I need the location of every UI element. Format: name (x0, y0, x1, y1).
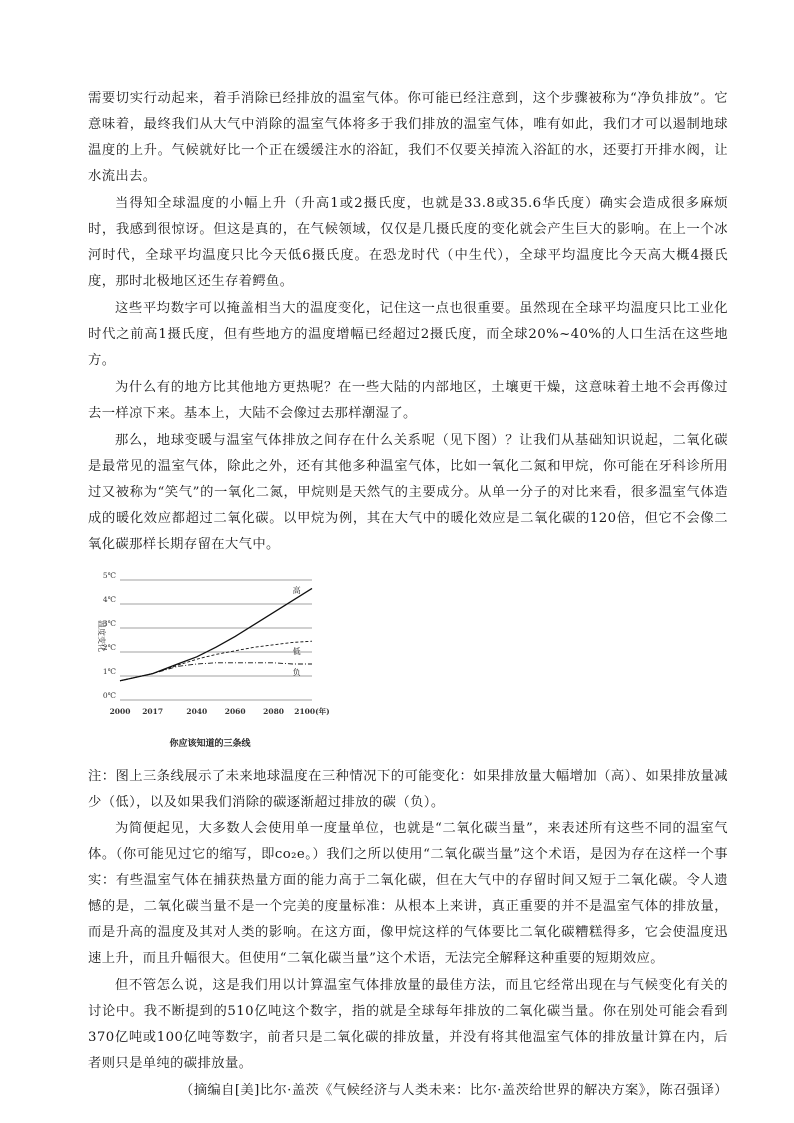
x-tick-label: 2100(年) (294, 707, 330, 716)
chart-svg (90, 570, 350, 750)
y-tick-label: 0℃ (102, 691, 116, 700)
paragraph: 为简便起见，大多数人会使用单一度量单位，也就是“二氧化碳当量”，来表述所有这些不同的温室气体。（你可能见过它的缩写，即co₂e。）我们之所以使用“二氧化碳当量”这个术语，是因为存在这样一个事实：有些温室气体在捕获热量方面的能力高于二氧化碳，但在大气中的存留时间又短于二氧化碳。令人遗憾的是，二氧化碳当量不是一个完美的度量标准：从根本上来讲，真正重要的并不是温室气体的排放量，而是升高的温度及其对人类的影响。在这方面，像甲烷这样的气体要比二氧化碳糟糕得多，它会使温度迅速上升，而且升幅很大。但使用“二氧化碳当量”这个术语，无法完全解释这种重要的短期效应。 (88, 821, 728, 966)
y-tick-label: 1℃ (102, 667, 116, 676)
y-tick-label: 2℃ (102, 643, 116, 652)
series-label: 负 (292, 668, 301, 677)
x-tick-label: 2040 (186, 707, 208, 716)
paragraph: 需要切实行动起来，着手消除已经排放的温室气体。你可能已经注意到，这个步骤被称为“净负排放”。它意味着，最终我们从大气中消除的温室气体将多于我们排放的温室气体，唯有如此，我们才可以遏制地球温度的上升。气候就好比一个正在缓缓注水的浴缸，我们不仅要关掉流入浴缸的水，还要打开排水阀，让水流出去。 (88, 91, 728, 184)
series-labels (293, 585, 301, 677)
chart-series (120, 588, 312, 680)
series-line (120, 588, 312, 680)
x-tick-label: 2060 (224, 707, 246, 716)
y-tick-label: 3℃ (102, 619, 116, 628)
x-tick-label: 2080 (263, 707, 285, 716)
chart-caption: 你应该知道的三条线 (169, 739, 251, 749)
x-tick-label: 2017 (142, 707, 164, 716)
document-page (88, 86, 728, 1104)
paragraph: 这些平均数字可以掩盖相当大的温度变化，记住这一点也很重要。虽然现在全球平均温度只比工业化时代之前高1摄氏度，但有些地方的温度增幅已经超过2摄氏度，而全球20%~40%的人口生活在这些地方。 (88, 301, 728, 368)
paragraph: 但不管怎么说，这是我们用以计算温室气体排放量的最佳方法，而且它经常出现在与气候变化有关的讨论中。我不断提到的510亿吨这个数字，指的就是全球每年排放的二氧化碳当量。你在别处可能会看到370亿吨或100亿吨等数字，前者只是二氧化碳的排放量，并没有将其他温室气体的排放量计算在内，后者则只是单纯的碳排放量。 (88, 978, 728, 1071)
chart-grid (120, 580, 312, 700)
y-tick-label: 4℃ (102, 595, 116, 604)
paragraphs-top (88, 86, 728, 558)
paragraph: 当得知全球温度的小幅上升（升高1或2摄氏度，也就是33.8或35.6华氏度）确实会造成很多麻烦时，我感到很惊讶。但这是真的，在气候领域，仅仅是几摄氏度的变化就会产生巨大的影响。在上一个冰河时代，全球平均温度只比今天低6摄氏度。在恐龙时代（中生代），全球平均温度比今天高大概4摄氏度，那时北极地区还生存着鳄鱼。 (88, 196, 728, 289)
y-tick-label: 5℃ (102, 571, 116, 580)
series-line (120, 663, 312, 681)
paragraph: 那么，地球变暖与温室气体排放之间存在什么关系呢（见下图）？让我们从基础知识说起，二氧化碳是最常见的温室气体，除此之外，还有其他多种温室气体，比如一氧化二氮和甲烷，你可能在牙科诊所用过又被称为“笑气”的一氧化二氮，甲烷则是天然气的主要成分。从单一分子的对比来看，很多温室气体造成的暖化效应都超过二氧化碳。以甲烷为例，其在大气中的暖化效应是二氧化碳的120倍，但它不会像二氧化碳那样长期存留在大气中。 (88, 433, 728, 552)
y-axis-label: 温度变化 (97, 620, 106, 652)
x-tick-labels (110, 706, 330, 716)
figure-note: 注：图上三条线展示了未来地球温度在三种情况下的可能变化：如果排放量大幅增加（高）、如果排放量减少（低），以及如果我们消除的碳逐渐超过排放的碳（负）。 (88, 769, 728, 810)
source-credit: （摘编自[美]比尔·盖茨《气候经济与人类未来：比尔·盖茨给世界的解决方案》，陈召强译） (180, 1083, 728, 1098)
series-label: 高 (292, 586, 301, 595)
temperature-chart (90, 570, 350, 750)
x-tick-label: 2000 (109, 707, 131, 716)
paragraphs-bottom (88, 816, 728, 1077)
paragraph: 为什么有的地方比其他地方更热呢？在一些大陆的内部地区，土壤更干燥，这意味着土地不会再像过去一样凉下来。基本上，大陆不会像过去那样潮湿了。 (88, 380, 728, 421)
series-label: 低 (292, 647, 301, 657)
